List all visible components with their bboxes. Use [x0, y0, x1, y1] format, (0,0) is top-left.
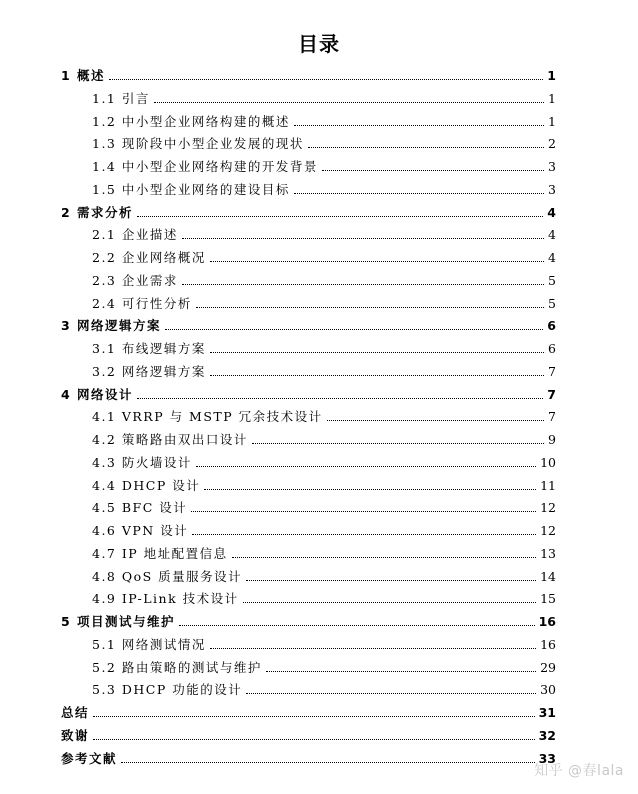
toc-entry-page: 3 — [548, 159, 556, 174]
toc-entry-title: 3 网络逻辑方案 — [61, 318, 162, 334]
toc-entry-title: 1 概述 — [61, 68, 106, 83]
toc-entry[interactable] — [61, 747, 556, 767]
toc-entry-title: 2.4 可行性分析 — [92, 295, 192, 311]
toc-entry-title: 5.1 网络测试情况 — [92, 636, 206, 652]
toc-entry-page: 29 — [540, 659, 556, 675]
toc-entry-page: 2 — [548, 136, 556, 152]
toc-entry[interactable] — [92, 496, 556, 516]
dot-leader — [137, 216, 543, 217]
toc-entry[interactable] — [61, 64, 556, 84]
dot-leader — [210, 375, 544, 376]
toc-entry-page: 31 — [538, 705, 556, 720]
dot-leader — [294, 193, 544, 194]
toc-entry-page: 10 — [540, 454, 556, 470]
toc-entry-title: 1.2 中小型企业网络构建的概述 — [92, 113, 290, 129]
toc-entry-title: 1.1 引言 — [92, 90, 150, 106]
toc-entry[interactable] — [92, 155, 556, 175]
toc-entry-page: 7 — [548, 409, 556, 425]
toc-entry-title: 4.3 防火墙设计 — [92, 454, 192, 470]
toc-entry[interactable] — [92, 451, 556, 471]
toc-entry[interactable] — [92, 656, 556, 676]
toc-entry-title: 致谢 — [61, 727, 90, 743]
toc-entry-page: 5 — [548, 295, 556, 311]
toc-entry-title: 2 需求分析 — [61, 204, 134, 220]
dot-leader — [322, 170, 544, 171]
toc-entry-title: 5 项目测试与维护 — [61, 614, 176, 629]
toc-entry[interactable] — [61, 201, 556, 221]
toc-entry-page: 16 — [538, 614, 556, 629]
dot-leader — [204, 489, 536, 490]
toc-entry[interactable] — [92, 519, 556, 539]
toc-entry-page: 30 — [540, 682, 556, 698]
dot-leader — [179, 625, 535, 626]
toc-entry[interactable] — [92, 178, 556, 198]
toc-entry[interactable] — [92, 587, 556, 607]
toc-entry[interactable] — [92, 565, 556, 585]
dot-leader — [182, 284, 544, 285]
toc-entry-page: 15 — [540, 591, 556, 607]
toc-entry-page: 33 — [538, 750, 556, 766]
toc-entry-page: 6 — [547, 318, 556, 334]
toc-entry[interactable] — [61, 314, 556, 334]
dot-leader — [109, 79, 543, 80]
toc-entry[interactable] — [92, 269, 556, 289]
toc-entry[interactable] — [92, 87, 556, 107]
dot-leader — [191, 511, 536, 512]
toc-entry[interactable] — [61, 724, 556, 744]
watermark: 知乎 @春lala — [534, 763, 624, 779]
toc-entry[interactable] — [92, 633, 556, 653]
toc-entry[interactable] — [92, 292, 556, 312]
toc-entry-title: 4.9 IP-Link 技术设计 — [92, 591, 239, 607]
dot-leader — [266, 671, 536, 672]
dot-leader — [243, 602, 536, 603]
toc-entry-title: 5.2 路由策略的测试与维护 — [92, 659, 262, 675]
toc-entry-page: 1 — [548, 113, 556, 129]
dot-leader — [210, 352, 544, 353]
dot-leader — [93, 739, 535, 740]
toc-entry-title: 4 网络设计 — [61, 386, 134, 402]
toc-entry-page: 6 — [548, 341, 556, 356]
dot-leader — [246, 580, 536, 581]
dot-leader — [327, 420, 544, 421]
dot-leader — [196, 466, 536, 467]
toc-entry-page: 12 — [540, 500, 556, 516]
toc-entry-page: 13 — [540, 545, 556, 561]
toc-entry-title: 4.5 BFC 设计 — [92, 500, 188, 516]
toc-entry-title: 3.1 布线逻辑方案 — [92, 341, 206, 356]
toc-entry[interactable] — [92, 223, 556, 243]
toc-entry-title: 2.3 企业需求 — [92, 272, 178, 288]
dot-leader — [154, 102, 544, 103]
dot-leader — [93, 716, 535, 717]
dot-leader — [210, 261, 544, 262]
toc-entry-page: 1 — [547, 68, 556, 83]
toc-entry[interactable] — [92, 246, 556, 266]
toc-entry-page: 1 — [548, 90, 556, 106]
toc-entry[interactable] — [92, 678, 556, 698]
toc-entry[interactable] — [92, 110, 556, 130]
toc-entry-title: 4.2 策略路由双出口设计 — [92, 432, 248, 447]
dot-leader — [252, 443, 544, 444]
toc-entry-page: 16 — [540, 636, 556, 652]
toc-entry[interactable] — [92, 474, 556, 494]
toc-entry-title: 3.2 网络逻辑方案 — [92, 363, 206, 379]
toc-entry-title: 1.5 中小型企业网络的建设目标 — [92, 181, 290, 197]
toc-entry[interactable] — [92, 132, 556, 152]
toc-entry-title: 1.3 现阶段中小型企业发展的现状 — [92, 136, 304, 152]
toc-entry-title: 2.1 企业描述 — [92, 227, 178, 243]
toc-entry[interactable] — [61, 610, 556, 630]
toc-entry-page: 4 — [548, 250, 556, 265]
dot-leader — [294, 125, 544, 126]
toc-entry-title: 4.8 QoS 质量服务设计 — [92, 568, 243, 584]
toc-entry[interactable] — [92, 542, 556, 562]
dot-leader — [137, 398, 543, 399]
dot-leader — [210, 648, 536, 649]
dot-leader — [165, 329, 543, 330]
toc-entry[interactable] — [92, 360, 556, 380]
toc-entry-title: 1.4 中小型企业网络构建的开发背景 — [92, 159, 318, 174]
dot-leader — [246, 693, 536, 694]
toc-entry-title: 4.1 VRRP 与 MSTP 冗余技术设计 — [92, 409, 323, 425]
dot-leader — [121, 762, 535, 763]
toc-entry-page: 4 — [547, 204, 556, 220]
toc-entry-title: 4.4 DHCP 设计 — [92, 477, 201, 493]
toc-entry-title: 总结 — [61, 705, 90, 720]
toc-entry-title: 4.6 VPN 设计 — [92, 523, 189, 538]
toc-entry-page: 12 — [540, 523, 556, 538]
toc-entry[interactable] — [92, 337, 556, 357]
dot-leader — [192, 534, 536, 535]
toc-entry[interactable] — [61, 383, 556, 403]
toc-entry-page: 14 — [540, 568, 556, 584]
toc-entry-page: 4 — [548, 227, 556, 243]
page-title: 目录 — [298, 32, 340, 56]
toc-entry[interactable] — [92, 428, 556, 448]
toc-entry-page: 3 — [548, 181, 556, 197]
toc-entry-page: 7 — [547, 386, 556, 402]
toc-entry[interactable] — [92, 405, 556, 425]
toc-entry-page: 32 — [538, 727, 556, 743]
dot-leader — [232, 557, 536, 558]
toc-entry-page: 5 — [548, 272, 556, 288]
toc-entry-title: 2.2 企业网络概况 — [92, 250, 206, 265]
dot-leader — [308, 147, 544, 148]
toc-entry-title: 4.7 IP 地址配置信息 — [92, 545, 228, 561]
toc-entry[interactable] — [61, 701, 556, 721]
dot-leader — [196, 307, 544, 308]
toc-entry-page: 9 — [548, 432, 556, 447]
toc-entry-title: 5.3 DHCP 功能的设计 — [92, 682, 243, 698]
toc-entry-page: 7 — [548, 363, 556, 379]
dot-leader — [182, 238, 544, 239]
toc-entry-title: 参考文献 — [61, 750, 118, 766]
toc-entry-page: 11 — [540, 477, 556, 493]
